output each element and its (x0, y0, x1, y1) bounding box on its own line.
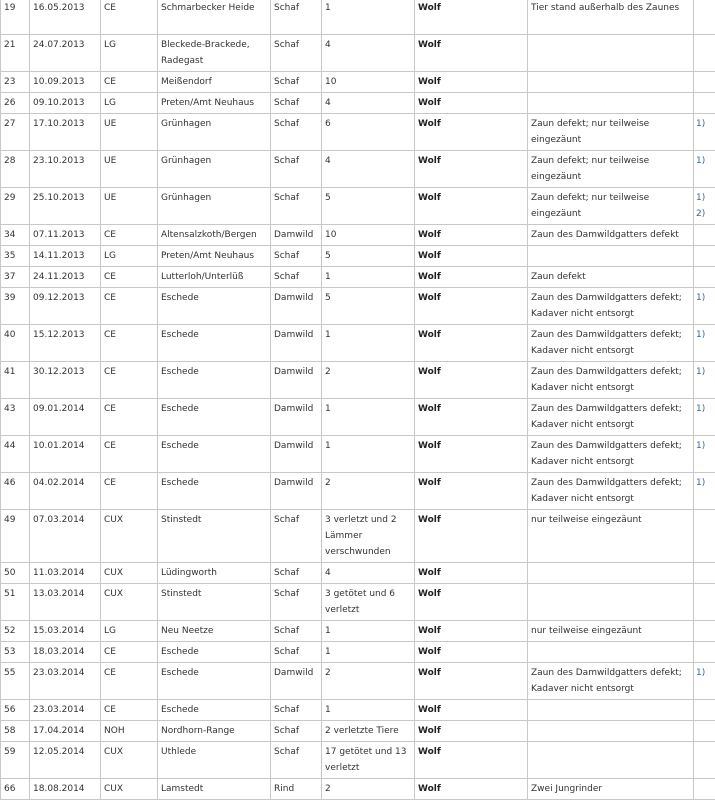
row-number-cell: 29 (1, 188, 30, 225)
row-number-cell: 39 (1, 288, 30, 325)
remark-cell (528, 563, 694, 584)
incident-location-cell: Grünhagen (158, 114, 271, 151)
incident-location-cell: Lamstedt (158, 779, 271, 800)
footnote-ref-cell: 1) (694, 362, 715, 399)
animal-count-cell: 5 (322, 246, 415, 267)
table-row (1, 742, 715, 779)
table-row (1, 584, 715, 621)
animal-count-cell: 1 (322, 700, 415, 721)
incident-location-cell: Altensalzkoth/Bergen (158, 225, 271, 246)
table-row (1, 362, 715, 399)
footnote-ref-cell: 1) (694, 288, 715, 325)
animal-type-cell: Schaf (271, 114, 322, 151)
table-row (1, 510, 715, 563)
animal-type-cell: Damwild (271, 362, 322, 399)
row-number-cell: 66 (1, 779, 30, 800)
district-code-cell: LG (101, 621, 158, 642)
table-row (1, 225, 715, 246)
remark-cell: Zwei Jungrinder (528, 779, 694, 800)
incident-location-cell: Eschede (158, 288, 271, 325)
table-row (1, 0, 715, 35)
animal-count-cell: 2 verletzte Tiere (322, 721, 415, 742)
footnote-ref-cell (694, 742, 715, 779)
incident-location-cell: Stinstedt (158, 510, 271, 563)
footnote-ref-cell (694, 700, 715, 721)
remark-cell (528, 93, 694, 114)
animal-count-cell: 4 (322, 93, 415, 114)
animal-count-cell: 2 (322, 473, 415, 510)
district-code-cell: CE (101, 642, 158, 663)
remark-cell: Zaun defekt; nur teilweise eingezäunt (528, 188, 694, 225)
animal-type-cell: Schaf (271, 0, 322, 35)
incident-date-cell: 15.12.2013 (30, 325, 101, 362)
animal-count-cell: 4 (322, 35, 415, 72)
district-code-cell: CE (101, 72, 158, 93)
footnote-ref-cell (694, 721, 715, 742)
result-cell: Wolf (415, 399, 528, 436)
result-cell: Wolf (415, 267, 528, 288)
table-row (1, 114, 715, 151)
footnote-ref-cell: 1) (694, 114, 715, 151)
district-code-cell: UE (101, 114, 158, 151)
row-number-cell: 56 (1, 700, 30, 721)
incident-location-cell: Grünhagen (158, 188, 271, 225)
footnote-ref-cell: 1) (694, 399, 715, 436)
result-cell: Wolf (415, 246, 528, 267)
animal-count-cell: 4 (322, 151, 415, 188)
incident-date-cell: 24.11.2013 (30, 267, 101, 288)
animal-count-cell: 1 (322, 621, 415, 642)
incident-location-cell: Eschede (158, 473, 271, 510)
incident-location-cell: Grünhagen (158, 151, 271, 188)
animal-type-cell: Damwild (271, 288, 322, 325)
district-code-cell: CUX (101, 779, 158, 800)
incident-location-cell: Preten/Amt Neuhaus (158, 93, 271, 114)
incident-date-cell: 23.10.2013 (30, 151, 101, 188)
animal-type-cell: Schaf (271, 188, 322, 225)
incident-location-cell: Preten/Amt Neuhaus (158, 246, 271, 267)
animal-count-cell: 5 (322, 188, 415, 225)
footnote-ref-cell: 1) (694, 151, 715, 188)
animal-count-cell: 5 (322, 288, 415, 325)
district-code-cell: LG (101, 35, 158, 72)
incident-date-cell: 09.01.2014 (30, 399, 101, 436)
row-number-cell: 19 (1, 0, 30, 35)
footnote-ref-cell (694, 267, 715, 288)
incident-location-cell: Neu Neetze (158, 621, 271, 642)
table-row (1, 325, 715, 362)
result-cell: Wolf (415, 779, 528, 800)
row-number-cell: 51 (1, 584, 30, 621)
remark-cell: Zaun defekt; nur teilweise eingezäunt (528, 114, 694, 151)
animal-count-cell: 1 (322, 436, 415, 473)
remark-cell: Zaun des Damwildgatters defekt; Kadaver nicht entsorgt (528, 473, 694, 510)
animal-count-cell: 3 verletzt und 2 Lämmer verschwunden (322, 510, 415, 563)
remark-cell: nur teilweise eingezäunt (528, 510, 694, 563)
footnote-ref-cell (694, 584, 715, 621)
animal-count-cell: 4 (322, 563, 415, 584)
animal-type-cell: Schaf (271, 721, 322, 742)
remark-cell: Zaun des Damwildgatters defekt; Kadaver nicht entsorgt (528, 325, 694, 362)
remark-cell: nur teilweise eingezäunt (528, 621, 694, 642)
row-number-cell: 23 (1, 72, 30, 93)
incident-date-cell: 18.08.2014 (30, 779, 101, 800)
incident-date-cell: 17.10.2013 (30, 114, 101, 151)
table-row (1, 700, 715, 721)
district-code-cell: CE (101, 473, 158, 510)
incident-date-cell: 18.03.2014 (30, 642, 101, 663)
footnote-ref-cell (694, 779, 715, 800)
district-code-cell: CE (101, 288, 158, 325)
table-body (1, 0, 715, 800)
animal-count-cell: 2 (322, 362, 415, 399)
animal-count-cell: 10 (322, 225, 415, 246)
animal-count-cell: 1 (322, 267, 415, 288)
remark-cell: Zaun des Damwildgatters defekt; Kadaver nicht entsorgt (528, 436, 694, 473)
district-code-cell: CE (101, 663, 158, 700)
incident-date-cell: 10.09.2013 (30, 72, 101, 93)
result-cell: Wolf (415, 663, 528, 700)
table-row (1, 246, 715, 267)
incident-date-cell: 12.05.2014 (30, 742, 101, 779)
row-number-cell: 35 (1, 246, 30, 267)
animal-type-cell: Damwild (271, 325, 322, 362)
table-row (1, 72, 715, 93)
table-row (1, 151, 715, 188)
animal-type-cell: Damwild (271, 225, 322, 246)
animal-count-cell: 3 getötet und 6 verletzt (322, 584, 415, 621)
row-number-cell: 34 (1, 225, 30, 246)
district-code-cell: NOH (101, 721, 158, 742)
result-cell: Wolf (415, 563, 528, 584)
row-number-cell: 55 (1, 663, 30, 700)
incident-date-cell: 30.12.2013 (30, 362, 101, 399)
animal-type-cell: Schaf (271, 246, 322, 267)
incident-date-cell: 24.07.2013 (30, 35, 101, 72)
animal-type-cell: Damwild (271, 663, 322, 700)
remark-cell: Zaun des Damwildgatters defekt; Kadaver nicht entsorgt (528, 399, 694, 436)
result-cell: Wolf (415, 721, 528, 742)
remark-cell: Zaun defekt; nur teilweise eingezäunt (528, 151, 694, 188)
result-cell: Wolf (415, 584, 528, 621)
table-row (1, 621, 715, 642)
animal-count-cell: 1 (322, 0, 415, 35)
remark-cell: Zaun des Damwildgatters defekt; Kadaver nicht entsorgt (528, 288, 694, 325)
district-code-cell: UE (101, 151, 158, 188)
incident-location-cell: Lutterloh/Unterlüß (158, 267, 271, 288)
district-code-cell: CE (101, 225, 158, 246)
incident-date-cell: 23.03.2014 (30, 700, 101, 721)
remark-cell (528, 721, 694, 742)
result-cell: Wolf (415, 93, 528, 114)
district-code-cell: UE (101, 188, 158, 225)
footnote-ref-cell (694, 35, 715, 72)
animal-type-cell: Schaf (271, 35, 322, 72)
incident-location-cell: Stinstedt (158, 584, 271, 621)
footnote-ref-cell (694, 621, 715, 642)
footnote-ref-cell: 1) 2) (694, 188, 715, 225)
district-code-cell: CE (101, 362, 158, 399)
table-row (1, 267, 715, 288)
row-number-cell: 40 (1, 325, 30, 362)
table-row (1, 663, 715, 700)
remark-cell: Zaun des Damwildgatters defekt (528, 225, 694, 246)
remark-cell (528, 742, 694, 779)
animal-count-cell: 6 (322, 114, 415, 151)
row-number-cell: 43 (1, 399, 30, 436)
table-row (1, 35, 715, 72)
incident-date-cell: 16.05.2013 (30, 0, 101, 35)
footnote-ref-cell (694, 642, 715, 663)
footnote-ref-cell (694, 93, 715, 114)
table-row (1, 399, 715, 436)
remark-cell (528, 72, 694, 93)
remark-cell (528, 642, 694, 663)
district-code-cell: CE (101, 325, 158, 362)
district-code-cell: CE (101, 267, 158, 288)
result-cell: Wolf (415, 325, 528, 362)
row-number-cell: 52 (1, 621, 30, 642)
animal-type-cell: Schaf (271, 642, 322, 663)
district-code-cell: CUX (101, 584, 158, 621)
district-code-cell: CE (101, 399, 158, 436)
row-number-cell: 58 (1, 721, 30, 742)
row-number-cell: 50 (1, 563, 30, 584)
result-cell: Wolf (415, 362, 528, 399)
result-cell: Wolf (415, 510, 528, 563)
animal-type-cell: Schaf (271, 563, 322, 584)
district-code-cell: CE (101, 700, 158, 721)
footnote-ref-cell (694, 563, 715, 584)
incident-location-cell: Bleckede-Brackede, Radegast (158, 35, 271, 72)
result-cell: Wolf (415, 0, 528, 35)
table-row (1, 563, 715, 584)
footnote-ref-cell (694, 246, 715, 267)
row-number-cell: 37 (1, 267, 30, 288)
animal-type-cell: Schaf (271, 93, 322, 114)
incident-date-cell: 14.11.2013 (30, 246, 101, 267)
animal-type-cell: Damwild (271, 399, 322, 436)
row-number-cell: 59 (1, 742, 30, 779)
footnote-ref-cell (694, 72, 715, 93)
animal-count-cell: 17 getötet und 13 verletzt (322, 742, 415, 779)
incident-date-cell: 23.03.2014 (30, 663, 101, 700)
remark-cell: Zaun des Damwildgatters defekt; Kadaver nicht entsorgt (528, 362, 694, 399)
incident-date-cell: 10.01.2014 (30, 436, 101, 473)
animal-type-cell: Damwild (271, 436, 322, 473)
row-number-cell: 44 (1, 436, 30, 473)
table-row (1, 473, 715, 510)
result-cell: Wolf (415, 742, 528, 779)
animal-type-cell: Rind (271, 779, 322, 800)
row-number-cell: 21 (1, 35, 30, 72)
animal-count-cell: 1 (322, 399, 415, 436)
district-code-cell: CUX (101, 510, 158, 563)
table-row (1, 779, 715, 800)
district-code-cell: LG (101, 93, 158, 114)
district-code-cell: CUX (101, 563, 158, 584)
result-cell: Wolf (415, 473, 528, 510)
footnote-ref-cell: 1) (694, 436, 715, 473)
remark-cell: Zaun defekt (528, 267, 694, 288)
incident-location-cell: Schmarbecker Heide (158, 0, 271, 35)
district-code-cell: CUX (101, 742, 158, 779)
animal-type-cell: Schaf (271, 584, 322, 621)
district-code-cell: LG (101, 246, 158, 267)
animal-type-cell: Damwild (271, 473, 322, 510)
result-cell: Wolf (415, 114, 528, 151)
remark-cell (528, 700, 694, 721)
result-cell: Wolf (415, 621, 528, 642)
footnote-ref-cell: 1) (694, 473, 715, 510)
animal-type-cell: Schaf (271, 151, 322, 188)
incident-location-cell: Eschede (158, 399, 271, 436)
result-cell: Wolf (415, 35, 528, 72)
result-cell: Wolf (415, 436, 528, 473)
animal-type-cell: Schaf (271, 700, 322, 721)
remark-cell (528, 35, 694, 72)
incident-date-cell: 15.03.2014 (30, 621, 101, 642)
table-row (1, 642, 715, 663)
incident-date-cell: 25.10.2013 (30, 188, 101, 225)
result-cell: Wolf (415, 151, 528, 188)
remark-cell (528, 246, 694, 267)
animal-count-cell: 2 (322, 663, 415, 700)
incident-date-cell: 09.10.2013 (30, 93, 101, 114)
table-row (1, 721, 715, 742)
incident-location-cell: Eschede (158, 436, 271, 473)
incident-location-cell: Nordhorn-Range (158, 721, 271, 742)
incident-location-cell: Eschede (158, 362, 271, 399)
animal-count-cell: 1 (322, 325, 415, 362)
row-number-cell: 26 (1, 93, 30, 114)
row-number-cell: 41 (1, 362, 30, 399)
table-row (1, 188, 715, 225)
footnote-ref-cell (694, 0, 715, 35)
incident-date-cell: 07.03.2014 (30, 510, 101, 563)
row-number-cell: 27 (1, 114, 30, 151)
animal-type-cell: Schaf (271, 267, 322, 288)
incident-location-cell: Uthlede (158, 742, 271, 779)
incident-location-cell: Eschede (158, 700, 271, 721)
incident-date-cell: 17.04.2014 (30, 721, 101, 742)
district-code-cell: CE (101, 0, 158, 35)
incident-location-cell: Eschede (158, 325, 271, 362)
footnote-ref-cell (694, 225, 715, 246)
table-row (1, 288, 715, 325)
remark-cell: Zaun des Damwildgatters defekt; Kadaver nicht entsorgt (528, 663, 694, 700)
animal-type-cell: Schaf (271, 510, 322, 563)
footnote-ref-cell: 1) (694, 325, 715, 362)
result-cell: Wolf (415, 72, 528, 93)
incident-location-cell: Eschede (158, 663, 271, 700)
result-cell: Wolf (415, 642, 528, 663)
incident-location-cell: Eschede (158, 642, 271, 663)
row-number-cell: 53 (1, 642, 30, 663)
row-number-cell: 28 (1, 151, 30, 188)
remark-cell (528, 584, 694, 621)
animal-count-cell: 2 (322, 779, 415, 800)
incident-date-cell: 04.02.2014 (30, 473, 101, 510)
row-number-cell: 46 (1, 473, 30, 510)
remark-cell: Tier stand außerhalb des Zaunes (528, 0, 694, 35)
animal-count-cell: 1 (322, 642, 415, 663)
animal-type-cell: Schaf (271, 621, 322, 642)
incident-date-cell: 09.12.2013 (30, 288, 101, 325)
row-number-cell: 49 (1, 510, 30, 563)
incident-date-cell: 07.11.2013 (30, 225, 101, 246)
footnote-ref-cell: 1) (694, 663, 715, 700)
animal-count-cell: 10 (322, 72, 415, 93)
district-code-cell: CE (101, 436, 158, 473)
result-cell: Wolf (415, 288, 528, 325)
result-cell: Wolf (415, 225, 528, 246)
footnote-ref-cell (694, 510, 715, 563)
table-row (1, 436, 715, 473)
incident-date-cell: 11.03.2014 (30, 563, 101, 584)
table-row (1, 93, 715, 114)
result-cell: Wolf (415, 188, 528, 225)
incident-location-cell: Meißendorf (158, 72, 271, 93)
animal-type-cell: Schaf (271, 742, 322, 779)
incident-location-cell: Lüdingworth (158, 563, 271, 584)
result-cell: Wolf (415, 700, 528, 721)
incident-date-cell: 13.03.2014 (30, 584, 101, 621)
animal-type-cell: Schaf (271, 72, 322, 93)
